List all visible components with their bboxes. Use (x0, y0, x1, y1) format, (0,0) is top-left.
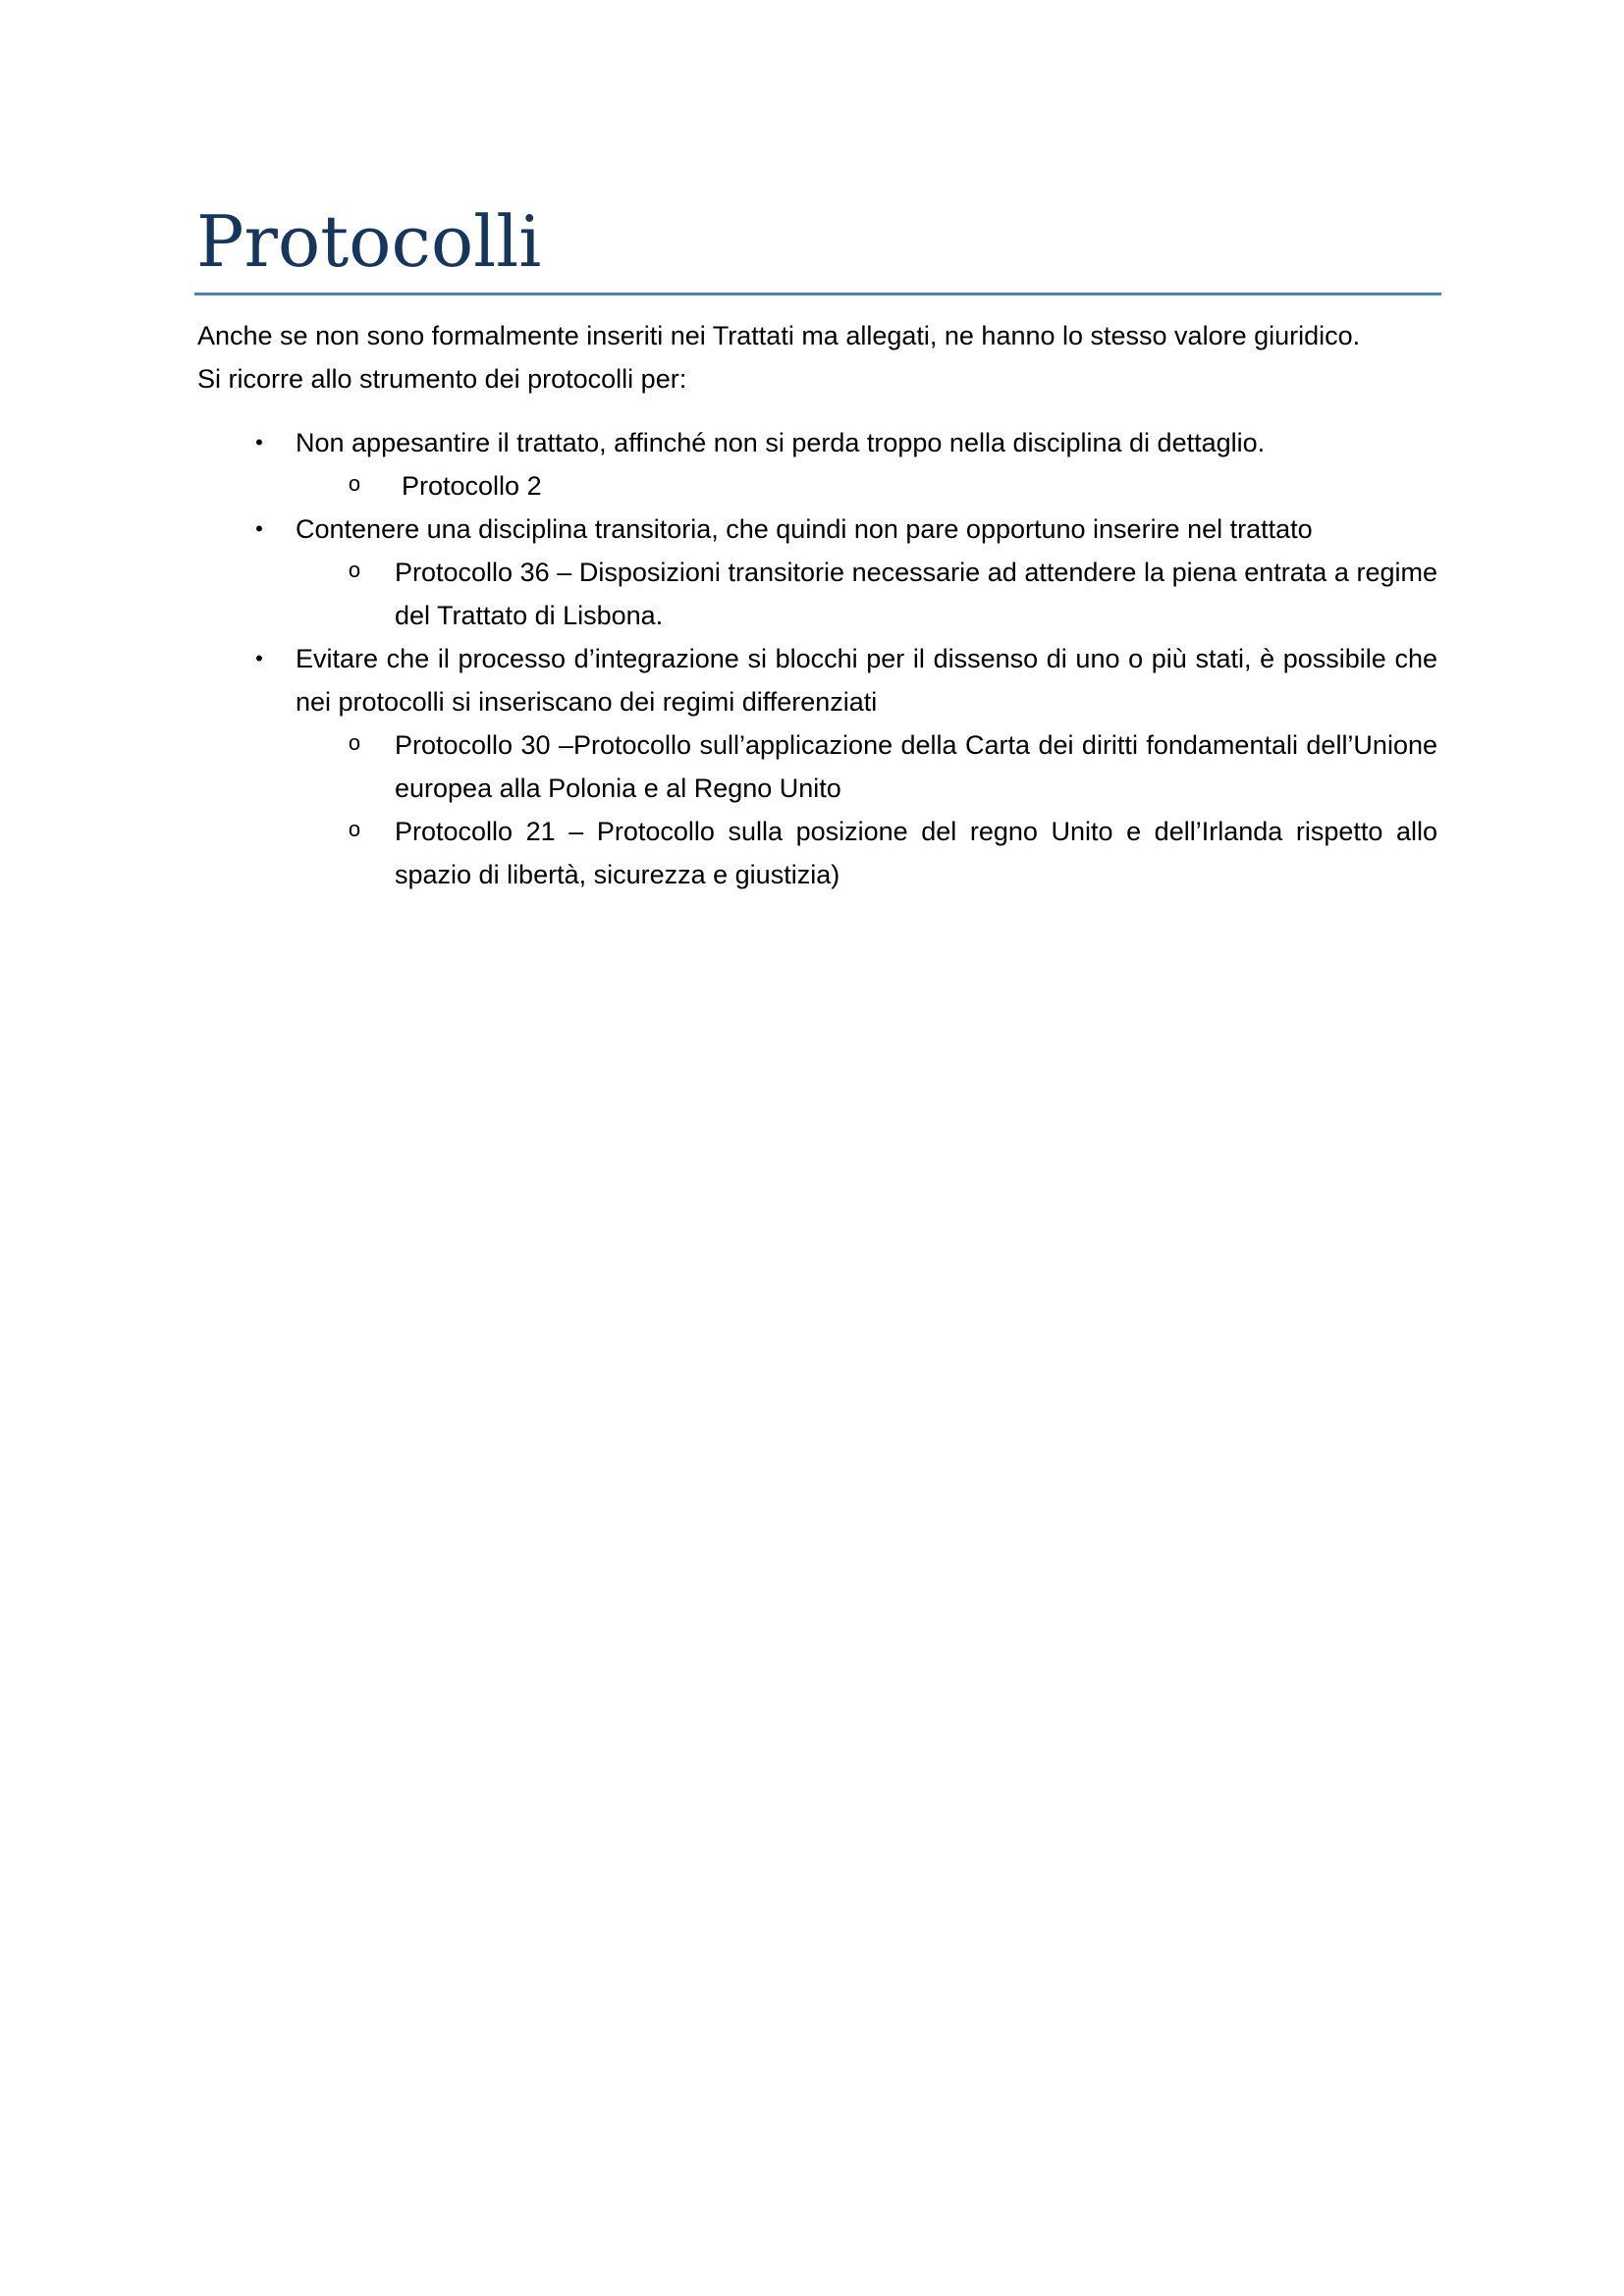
circle-bullet-icon: o (348, 560, 361, 584)
list-item (197, 637, 1437, 896)
page-title: Protocolli (196, 200, 542, 283)
sub-list-item (296, 551, 1437, 637)
circle-bullet-icon: o (348, 819, 361, 843)
sub-list-item-text: Protocollo 36 – Disposizioni transitorie necessarie ad attendere la piena entrata a regime del Trattato di Lisbona. (395, 558, 1437, 630)
document-body (197, 314, 1437, 896)
sub-list (296, 551, 1437, 637)
bullet-dot-icon: • (255, 516, 263, 541)
bullet-dot-icon: • (255, 430, 263, 454)
sub-list-item (296, 810, 1437, 896)
intro-paragraph-line-2: Si ricorre allo strumento dei protocolli per: (197, 364, 687, 394)
sub-list (296, 723, 1437, 896)
list-item-text: Non appesantire il trattato, affinché non si perda troppo nella disciplina di dettaglio. (296, 428, 1266, 457)
bullet-dot-icon: • (255, 646, 263, 670)
list-item-text: Contenere una disciplina transitoria, che quindi non pare opportuno inserire nel trattato (296, 514, 1313, 544)
list-item (197, 421, 1437, 507)
sub-list-item (296, 723, 1437, 810)
bullet-list (197, 421, 1437, 896)
intro-paragraph-line-1: Anche se non sono formalmente inseriti nei Trattati ma allegati, ne hanno lo stesso valore giuridico. (197, 321, 1361, 350)
sub-list-item-text: Protocollo 21 – Protocollo sulla posizione del regno Unito e dell’Irlanda rispetto allo spazio di libertà, sicurezza e giustizia) (395, 817, 1437, 889)
list-item (197, 507, 1437, 637)
sub-list (296, 464, 1437, 507)
circle-bullet-icon: o (348, 473, 361, 498)
sub-list-item-text: Protocollo 30 –Protocollo sull’applicazione della Carta dei diritti fondamentali dell’Unione europea alla Polonia e al Regno Unito (395, 730, 1437, 803)
sub-list-item-text: Protocollo 2 (402, 471, 542, 501)
sub-list-item (296, 464, 1437, 507)
title-underline (194, 293, 1441, 295)
circle-bullet-icon: o (348, 732, 361, 757)
list-item-text: Evitare che il processo d’integrazione si blocchi per il dissenso di uno o più stati, è possibile che nei protocolli si inseriscano dei regimi differenziati (296, 644, 1437, 717)
